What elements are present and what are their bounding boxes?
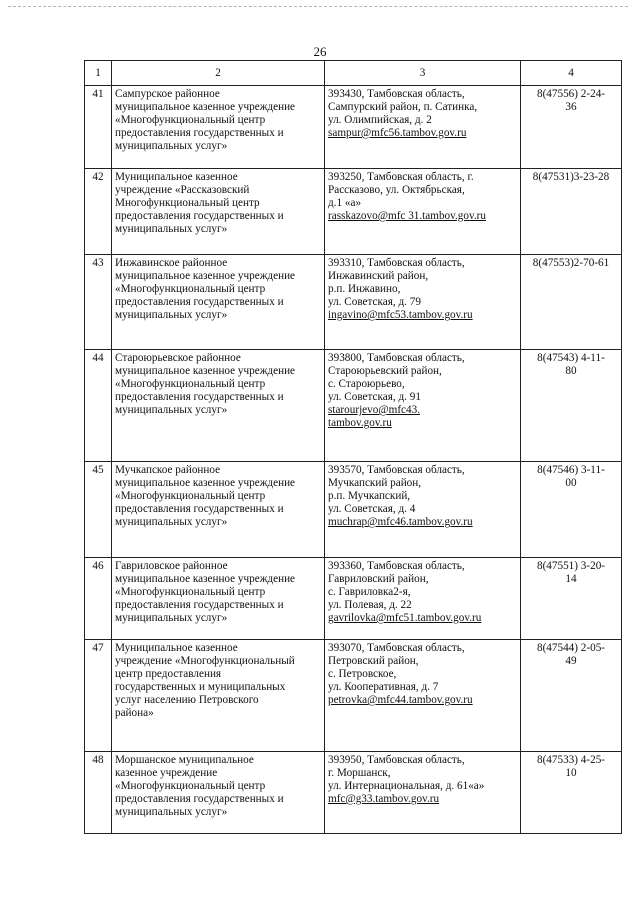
phone-cell <box>521 752 622 834</box>
institution-name-line: Инжавинское районное <box>115 257 228 269</box>
row-number: 47 <box>85 640 112 752</box>
address-cell <box>325 640 521 752</box>
row-number: 48 <box>85 752 112 834</box>
institution-name-line: муниципальное казенное учреждение <box>115 101 296 113</box>
row-number: 42 <box>85 169 112 255</box>
institution-name-line: муниципальное казенное учреждение <box>115 477 296 489</box>
address-cell <box>325 350 521 462</box>
institution-name-line: предоставления государственных и <box>115 391 284 403</box>
institution-name-line: «Многофункциональный центр <box>115 114 266 126</box>
address-line: 393070, Тамбовская область, <box>328 642 465 654</box>
institution-name-line: предоставления государственных и <box>115 296 284 308</box>
phone-line: 8(47556) 2-24- <box>536 88 606 100</box>
table-row <box>85 350 622 462</box>
phone-line: 8(47531)3-23-28 <box>532 171 610 183</box>
institution-name-line: Сампурское районное <box>115 88 220 100</box>
row-number: 45 <box>85 462 112 558</box>
address-line: с. Петровское, <box>328 668 397 680</box>
address-line: Сампурский район, п. Сатинка, <box>328 101 478 113</box>
table-row <box>85 752 622 834</box>
column-header: 4 <box>521 61 622 86</box>
institution-name-line: Мучкапское районное <box>115 464 221 476</box>
institution-name-line: муниципальных услуг» <box>115 612 228 624</box>
address-line: Инжавинский район, <box>328 270 429 282</box>
table-row <box>85 86 622 169</box>
institution-name-cell <box>112 640 325 752</box>
email-link[interactable]: starourjevo@mfc43. <box>328 404 421 416</box>
address-line: Петровский район, <box>328 655 419 667</box>
institution-name-line: «Многофункциональный центр <box>115 586 266 598</box>
institution-name-line: Муниципальное казенное <box>115 642 238 654</box>
phone-line: 00 <box>565 477 577 489</box>
address-line: 393310, Тамбовская область, <box>328 257 465 269</box>
phone-cell <box>521 169 622 255</box>
row-number: 43 <box>85 255 112 350</box>
table-row <box>85 640 622 752</box>
institution-name-line: «Многофункциональный центр <box>115 490 266 502</box>
institution-name-line: «Многофункциональный центр <box>115 378 266 390</box>
address-line: 393950, Тамбовская область, <box>328 754 465 766</box>
row-number: 44 <box>85 350 112 462</box>
phone-line: 8(47544) 2-05- <box>536 642 606 654</box>
address-line: ул. Полевая, д. 22 <box>328 599 412 611</box>
address-line: с. Гавриловка2-я, <box>328 586 411 598</box>
address-line: г. Моршанск, <box>328 767 391 779</box>
institution-name-cell <box>112 462 325 558</box>
address-line: 393360, Тамбовская область, <box>328 560 465 572</box>
institution-name-line: района» <box>115 707 154 719</box>
institution-name-line: муниципальных услуг» <box>115 309 228 321</box>
phone-cell <box>521 558 622 640</box>
address-cell <box>325 558 521 640</box>
phone-line: 8(47551) 3-20- <box>536 560 606 572</box>
phone-line: 8(47553)2-70-61 <box>532 257 610 269</box>
email-link[interactable]: petrovka@mfc44.tambov.gov.ru <box>328 694 473 706</box>
table-row <box>85 169 622 255</box>
email-link[interactable]: rasskazovo@mfc 31.tambov.gov.ru <box>328 210 486 222</box>
address-line: 393430, Тамбовская область, <box>328 88 465 100</box>
table-row <box>85 462 622 558</box>
institution-name-line: муниципальных услуг» <box>115 516 228 528</box>
institution-name-line: муниципальных услуг» <box>115 223 228 235</box>
institution-name-line: учреждение «Рассказовский <box>115 184 250 196</box>
table-header-row <box>85 61 622 86</box>
institution-name-line: Моршанское муниципальное <box>115 754 254 766</box>
institution-name-line: предоставления государственных и <box>115 599 284 611</box>
address-line: Рассказово, ул. Октябрьская, <box>328 184 465 196</box>
institution-name-line: центр предоставления <box>115 668 222 680</box>
institution-name-line: казенное учреждение <box>115 767 218 779</box>
institution-name-cell <box>112 255 325 350</box>
address-cell <box>325 752 521 834</box>
phone-line: 80 <box>565 365 577 377</box>
institution-name-line: муниципальное казенное учреждение <box>115 365 296 377</box>
institution-name-line: муниципальное казенное учреждение <box>115 270 296 282</box>
mfc-table <box>84 60 622 834</box>
email-link[interactable]: muchrap@mfc46.tambov.gov.ru <box>328 516 473 528</box>
address-line: 393800, Тамбовская область, <box>328 352 465 364</box>
phone-cell <box>521 462 622 558</box>
table-row <box>85 558 622 640</box>
phone-line: 49 <box>565 655 577 667</box>
institution-name-line: учреждение «Многофункциональный <box>115 655 295 667</box>
institution-name-line: предоставления государственных и <box>115 793 284 805</box>
institution-name-line: Многофункциональный центр <box>115 197 260 209</box>
email-link[interactable]: sampur@mfc56.tambov.gov.ru <box>328 127 467 139</box>
institution-name-line: Староюрьевское районное <box>115 352 241 364</box>
email-link[interactable]: gavrilovka@mfc51.tambov.gov.ru <box>328 612 482 624</box>
address-line: с. Староюрьево, <box>328 378 405 390</box>
column-header: 2 <box>112 61 325 86</box>
institution-name-line: муниципальное казенное учреждение <box>115 573 296 585</box>
phone-line: 8(47546) 3-11- <box>537 464 605 476</box>
institution-name-cell <box>112 558 325 640</box>
institution-name-cell <box>112 169 325 255</box>
institution-name-line: муниципальных услуг» <box>115 404 228 416</box>
phone-cell <box>521 86 622 169</box>
page-number: 26 <box>313 44 327 59</box>
institution-name-line: «Многофункциональный центр <box>115 283 266 295</box>
phone-cell <box>521 640 622 752</box>
address-line: ул. Советская, д. 4 <box>328 503 416 515</box>
table-row <box>85 255 622 350</box>
row-number: 41 <box>85 86 112 169</box>
email-link[interactable]: mfc@g33.tambov.gov.ru <box>328 793 440 805</box>
address-line: д.1 «а» <box>328 197 362 209</box>
address-line: ул. Кооперативная, д. 7 <box>328 681 439 693</box>
phone-line: 8(47543) 4-11- <box>537 352 605 364</box>
institution-name-line: предоставления государственных и <box>115 503 284 515</box>
address-line: р.п. Инжавино, <box>328 283 401 295</box>
institution-name-cell <box>112 752 325 834</box>
column-header: 3 <box>325 61 521 86</box>
address-line: ул. Интернациональная, д. 61«а» <box>328 780 485 792</box>
email-link[interactable]: ingavino@mfc53.tambov.gov.ru <box>328 309 473 321</box>
phone-line: 10 <box>565 767 577 779</box>
phone-line: 8(47533) 4-25- <box>536 754 606 766</box>
institution-name-line: предоставления государственных и <box>115 127 284 139</box>
scan-top-edge <box>8 6 628 7</box>
institution-name-cell <box>112 86 325 169</box>
address-line: ул. Советская, д. 91 <box>328 391 421 403</box>
institution-name-line: Муниципальное казенное <box>115 171 238 183</box>
column-header: 1 <box>85 61 112 86</box>
institution-name-cell <box>112 350 325 462</box>
institution-name-line: услуг населению Петровского <box>115 694 259 706</box>
institution-name-line: муниципальных услуг» <box>115 806 228 818</box>
address-cell <box>325 169 521 255</box>
institution-name-line: Гавриловское районное <box>115 560 228 572</box>
phone-cell <box>521 255 622 350</box>
institution-name-line: муниципальных услуг» <box>115 140 228 152</box>
address-cell <box>325 255 521 350</box>
address-line: Гавриловский район, <box>328 573 429 585</box>
institution-name-line: государственных и муниципальных <box>115 681 286 693</box>
address-cell <box>325 462 521 558</box>
address-line: Староюрьевский район, <box>328 365 442 377</box>
address-line: 393250, Тамбовская область, г. <box>328 171 474 183</box>
address-line: р.п. Мучкапский, <box>328 490 411 502</box>
address-line: ул. Олимпийская, д. 2 <box>328 114 432 126</box>
address-line: ул. Советская, д. 79 <box>328 296 421 308</box>
row-number: 46 <box>85 558 112 640</box>
phone-line: 14 <box>565 573 577 585</box>
email-link[interactable]: tambov.gov.ru <box>328 417 392 429</box>
institution-name-line: предоставления государственных и <box>115 210 284 222</box>
address-line: Мучкапский район, <box>328 477 422 489</box>
phone-cell <box>521 350 622 462</box>
address-line: 393570, Тамбовская область, <box>328 464 465 476</box>
institution-name-line: «Многофункциональный центр <box>115 780 266 792</box>
address-cell <box>325 86 521 169</box>
phone-line: 36 <box>565 101 577 113</box>
